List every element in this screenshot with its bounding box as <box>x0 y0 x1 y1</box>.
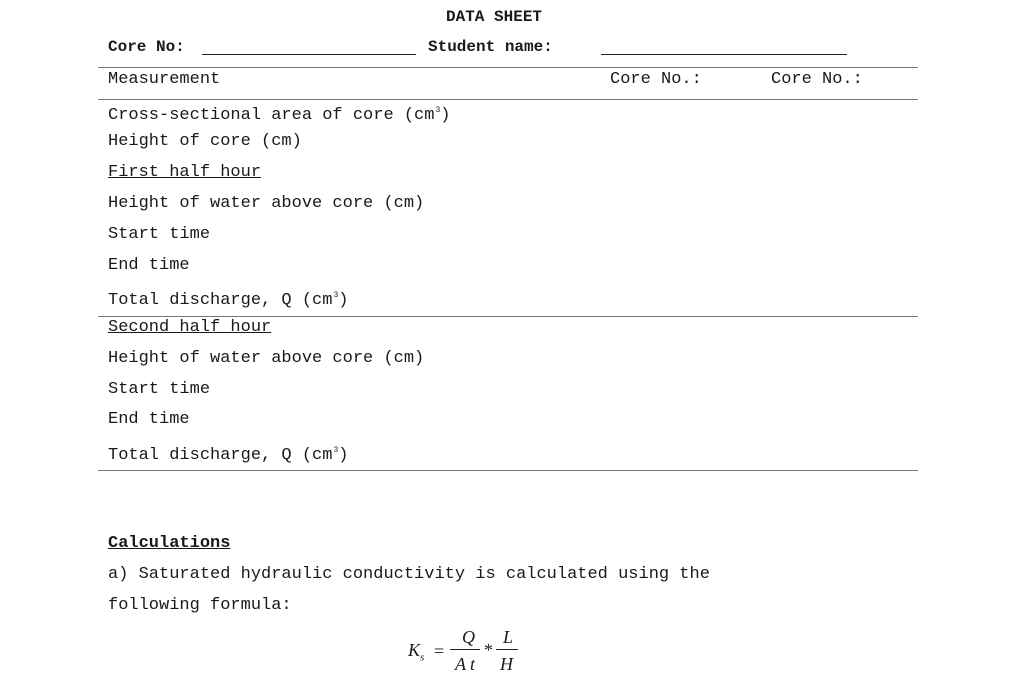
table-row: End time <box>108 256 190 275</box>
row-label: Total discharge, Q (cm <box>108 446 333 465</box>
column-header-core-no-2: Core No.: <box>771 70 863 89</box>
formula-k-subscript: s <box>420 651 425 664</box>
row-suffix: ) <box>440 106 451 125</box>
table-row: End time <box>108 410 190 429</box>
table-header-rule <box>98 99 918 100</box>
row-suffix: ) <box>338 446 349 465</box>
formula-times: * <box>484 640 493 660</box>
table-row: Start time <box>108 380 211 399</box>
formula-numerator-q: Q <box>462 627 475 647</box>
formula-fraction-bar-2 <box>496 649 518 650</box>
table-section-rule <box>98 316 918 317</box>
calculations-paragraph-line-2: following formula: <box>108 596 292 615</box>
formula-denominator-h: H <box>500 654 513 674</box>
core-no-field[interactable] <box>202 54 416 55</box>
unit-superscript: 3 <box>333 446 339 455</box>
core-no-label: Core No: <box>108 38 185 56</box>
page-title: DATA SHEET <box>446 8 543 26</box>
formula-numerator-l: L <box>503 627 514 647</box>
student-name-field[interactable] <box>601 54 847 55</box>
section-heading-second-half-hour: Second half hour <box>108 318 272 337</box>
column-header-measurement: Measurement <box>108 70 221 89</box>
formula-denominator-at: At <box>455 654 479 674</box>
calculations-heading: Calculations <box>108 534 231 553</box>
student-name-label: Student name: <box>428 38 553 56</box>
row-label: Total discharge, Q (cm <box>108 291 333 310</box>
table-row: Start time <box>108 225 211 244</box>
formula-k: K <box>408 640 421 660</box>
calculations-paragraph-line-1: a) Saturated hydraulic conductivity is calculated using the <box>108 565 710 584</box>
table-bottom-rule <box>98 470 918 471</box>
table-row <box>108 101 450 126</box>
table-row: Height of water above core (cm) <box>108 194 425 213</box>
formula-fraction-bar-1 <box>450 649 480 650</box>
table-row <box>108 441 348 466</box>
row-label: Cross-sectional area of core (cm <box>108 106 435 125</box>
column-header-core-no-1: Core No.: <box>610 70 702 89</box>
unit-superscript: 3 <box>333 291 339 300</box>
unit-superscript: 3 <box>435 106 441 115</box>
table-row: Height of water above core (cm) <box>108 349 425 368</box>
formula-lhs <box>408 640 424 664</box>
formula-equals: = <box>434 641 445 661</box>
table-row <box>108 286 348 311</box>
table-row: Height of core (cm) <box>108 132 302 151</box>
table-top-rule <box>98 67 918 68</box>
row-suffix: ) <box>338 291 349 310</box>
section-heading-first-half-hour: First half hour <box>108 163 262 182</box>
